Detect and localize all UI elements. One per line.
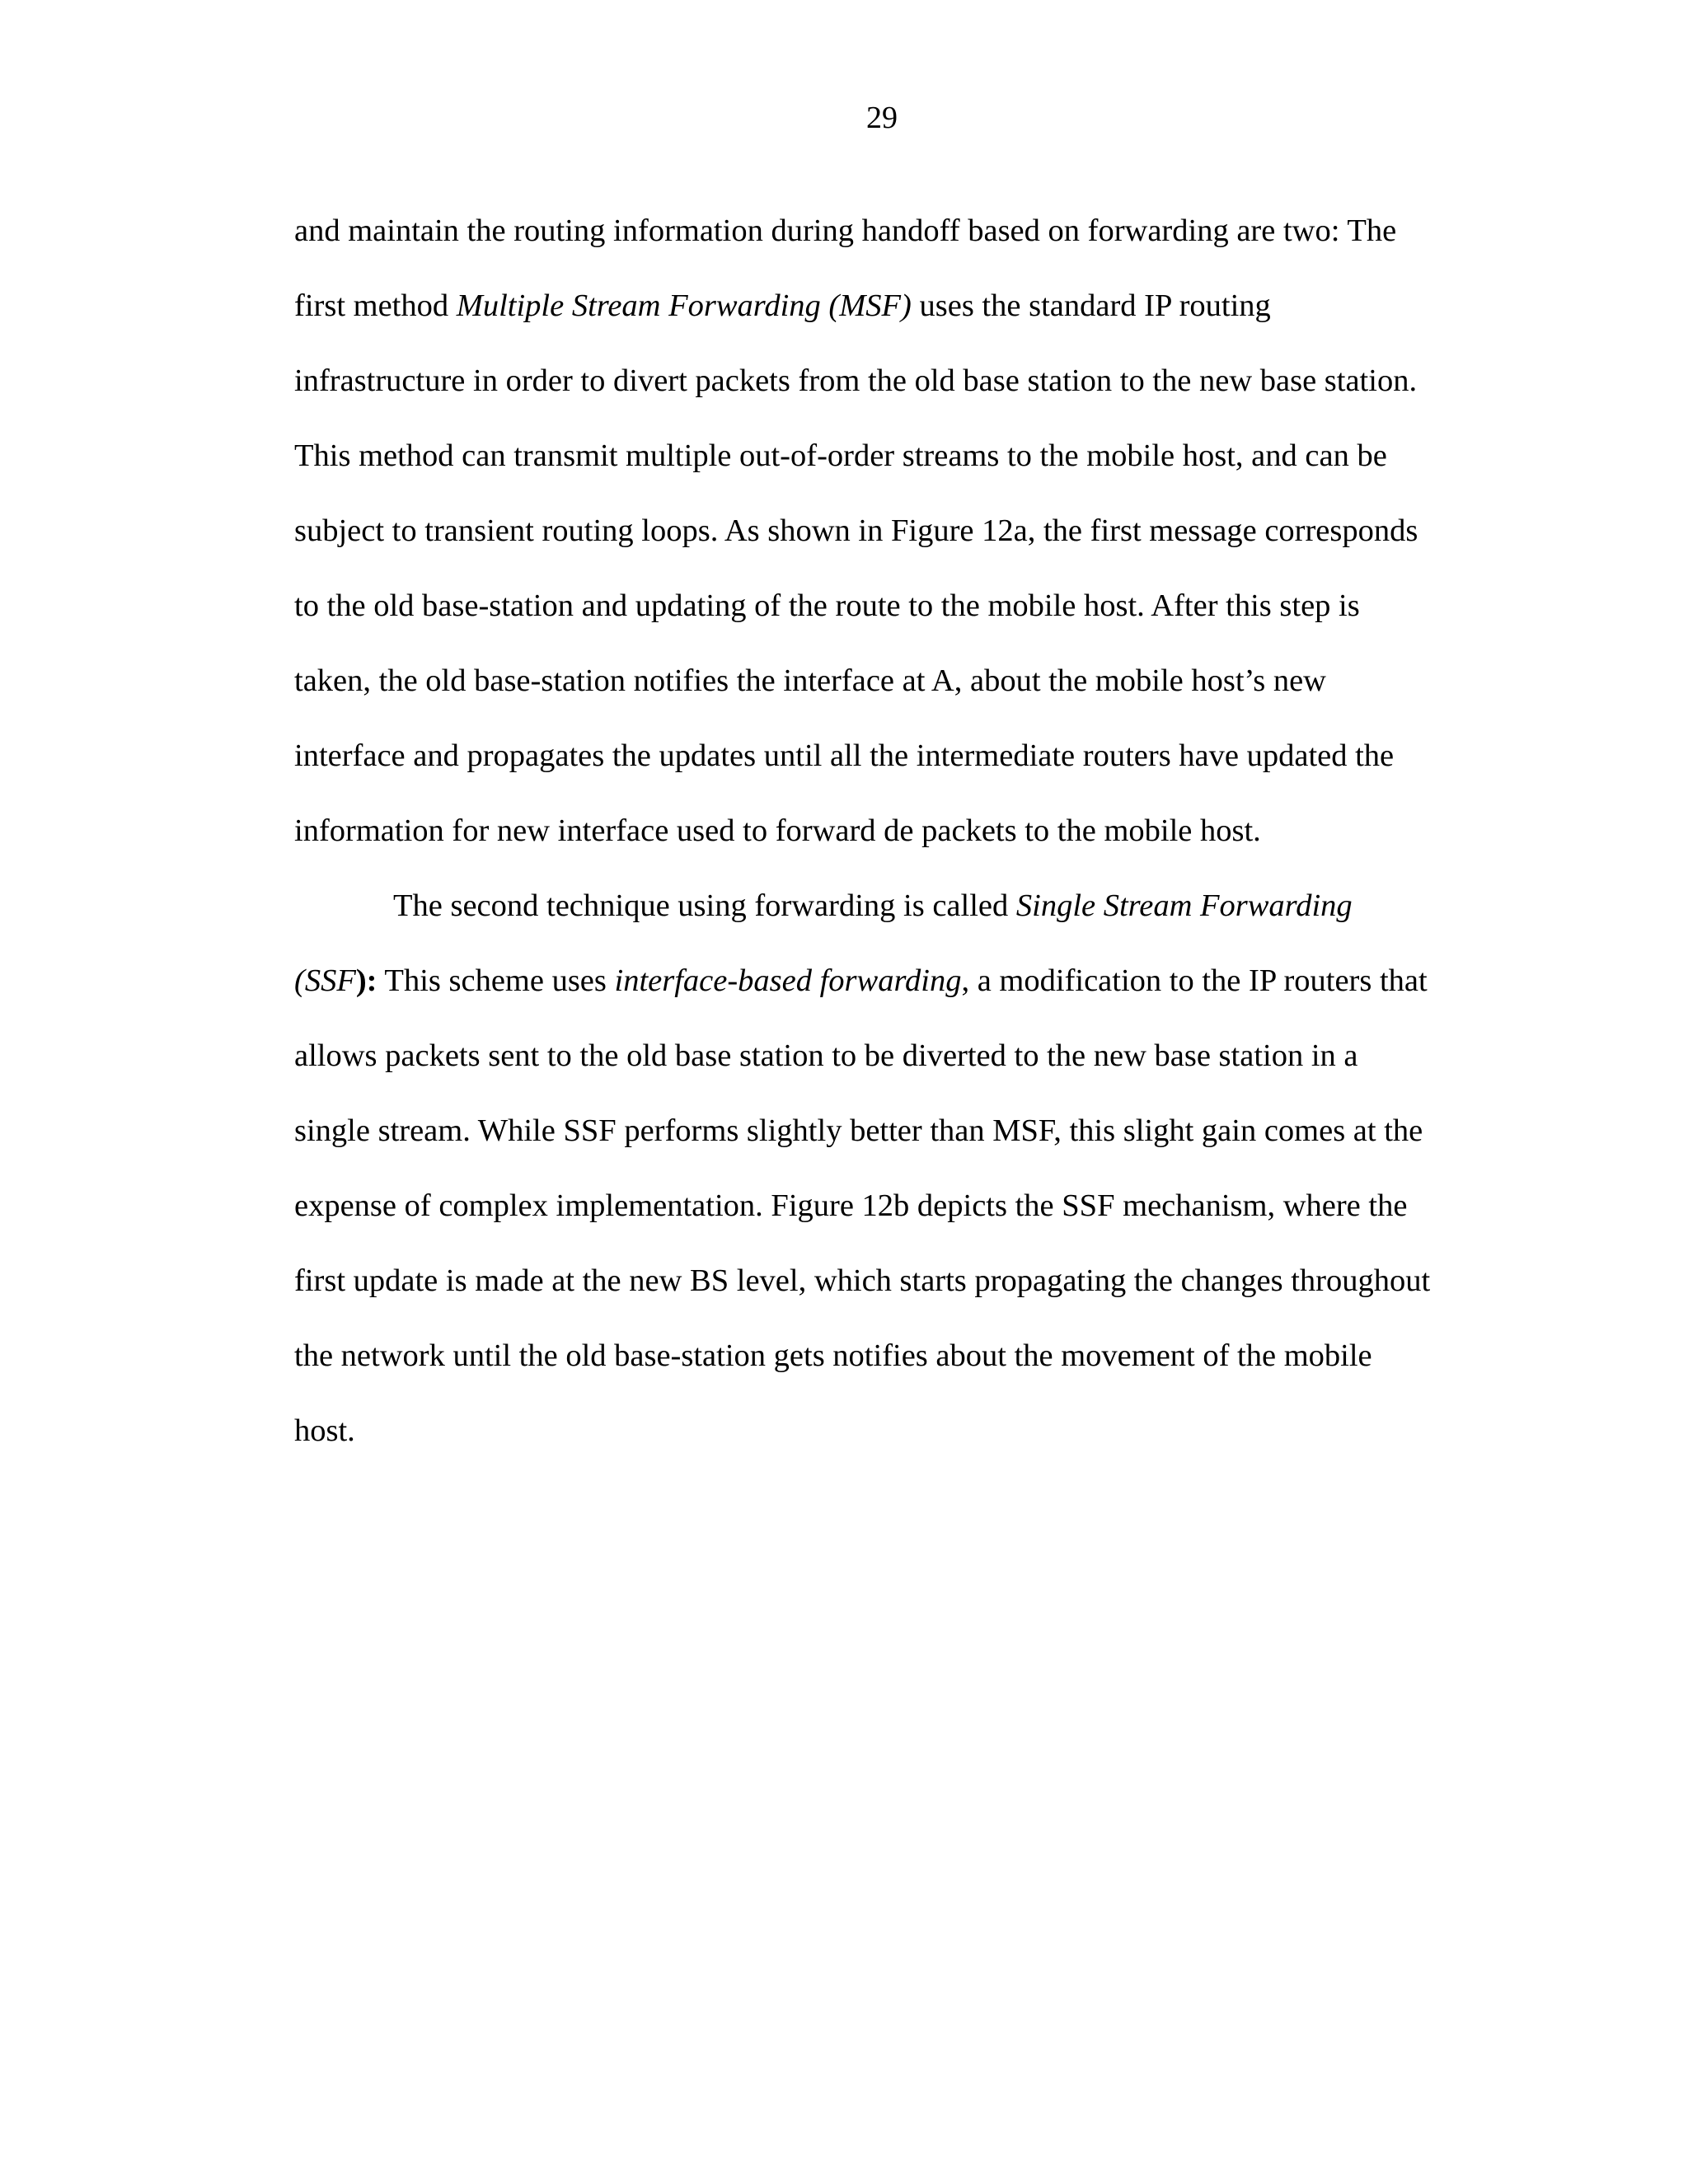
text-line: expense of complex implementation. Figure 12b depicts the SSF mechanism, where the: [294, 1188, 1408, 1223]
text-line: and maintain the routing information during handoff based on forwarding are two: The: [294, 213, 1397, 248]
text-line: information for new interface used to forward de packets to the mobile host.: [294, 813, 1261, 848]
text-line: interface and propagates the updates until all the intermediate routers have updated the: [294, 738, 1395, 773]
text-line: taken, the old base-station notifies the interface at A, about the mobile host’s new: [294, 663, 1326, 698]
text-line: the network until the old base-station gets notifies about the movement of the mobile: [294, 1338, 1372, 1373]
text-line: allows packets sent to the old base station to be diverted to the new base station in a: [294, 1038, 1358, 1073]
term-ssf: Single Stream Forwarding: [1015, 888, 1353, 923]
page-number: 29: [866, 101, 898, 135]
body-text: [294, 194, 1465, 1469]
text-line: single stream. While SSF performs slightly better than MSF, this slight gain comes at the: [294, 1113, 1423, 1148]
text-line: host.: [294, 1413, 355, 1448]
text-line: subject to transient routing loops. As shown in Figure 12a, the first message corresponds: [294, 513, 1418, 548]
text-line: (SSF): This scheme uses interface-based forwarding, a modification to the IP routers that: [294, 963, 1428, 998]
text-line: first update is made at the new BS level, which starts propagating the changes throughout: [294, 1263, 1431, 1298]
text-line: to the old base-station and updating of the route to the mobile host. After this step is: [294, 588, 1360, 623]
term-msf: Multiple Stream Forwarding (MSF): [456, 288, 912, 323]
text-line: infrastructure in order to divert packets from the old base station to the new base station.: [294, 363, 1418, 398]
text-line: The second technique using forwarding is called Single Stream Forwarding: [393, 888, 1353, 923]
term-ssf-abbrev: (SSF: [294, 963, 356, 998]
text-line: This method can transmit multiple out-of-order streams to the mobile host, and can be: [294, 438, 1387, 473]
text-line: first method Multiple Stream Forwarding (MSF) uses the standard IP routing: [294, 288, 1271, 323]
term-interface-based-forwarding: interface-based forwarding: [614, 963, 962, 998]
